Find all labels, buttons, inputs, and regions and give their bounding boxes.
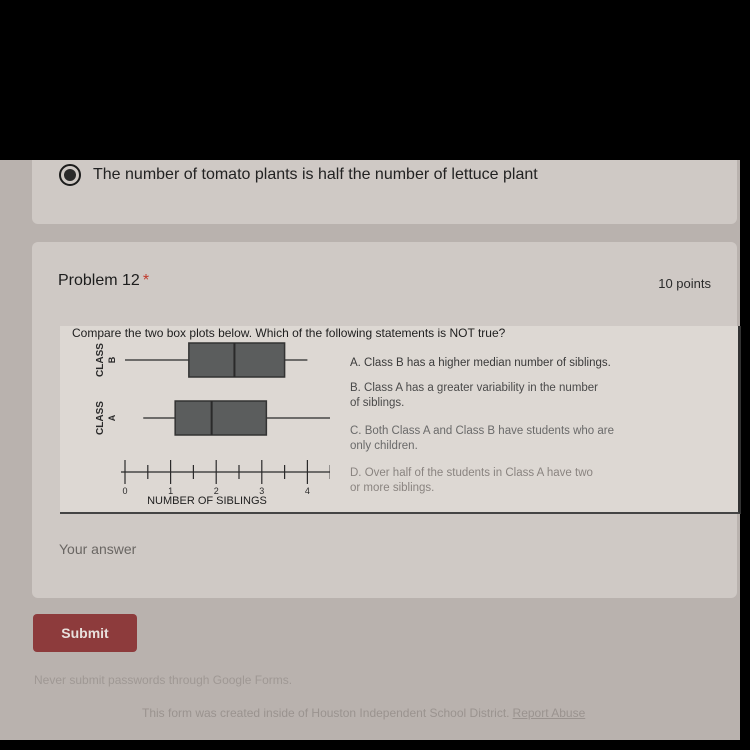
box-plot-chart <box>60 334 330 512</box>
x-tick-label: 0 <box>122 486 128 496</box>
password-warning: Never submit passwords through Google Forms. <box>34 673 293 687</box>
question-image <box>60 326 741 514</box>
box-a <box>175 401 266 435</box>
statement-line: or more siblings. <box>350 482 435 494</box>
x-tick-label: 3 <box>259 486 265 496</box>
form-footer <box>142 706 585 720</box>
problem-title <box>58 272 149 290</box>
y-axis-label: CLASS <box>95 401 106 435</box>
points-label: 10 points <box>658 276 711 291</box>
radio-selected[interactable] <box>59 164 81 186</box>
statement-line: D. Over half of the students in Class A have two <box>350 467 593 479</box>
y-axis-label: CLASS <box>95 343 106 377</box>
x-tick-label: 4 <box>304 486 310 496</box>
x-axis-label: NUMBER OF SIBLINGS <box>147 495 267 507</box>
statement-b <box>350 381 680 411</box>
statement-line: A. Class B has a higher median number of siblings. <box>350 357 611 369</box>
statement-line: B. Class A has a greater variability in the number <box>350 382 599 394</box>
form-screen <box>0 160 740 740</box>
report-abuse-link[interactable]: Report Abuse <box>512 706 586 720</box>
x-tick-label: 2 <box>213 486 219 496</box>
previous-question-card <box>32 160 737 224</box>
submit-button[interactable]: Submit <box>33 614 137 652</box>
x-tick-label: 1 <box>168 486 174 496</box>
series-label-a: A <box>107 414 117 422</box>
statement-line: C. Both Class A and Class B have students who are <box>350 425 615 437</box>
selected-option-label: The number of tomato plants is half the number of lettuce plant <box>93 166 538 183</box>
y-axis-label-group <box>95 343 117 435</box>
statement-d <box>350 466 680 496</box>
series-label-b: B <box>107 356 117 364</box>
statement-line: only children. <box>350 440 418 452</box>
created-by-text: This form was created inside of Houston Independent School District. <box>142 706 510 720</box>
required-asterisk: * <box>142 272 150 289</box>
box-b <box>189 343 285 377</box>
problem-title-text: Problem 12 <box>58 272 140 289</box>
question-card <box>32 242 737 598</box>
statement-line: of siblings. <box>350 397 405 409</box>
answer-input[interactable]: Your answer <box>59 541 137 557</box>
statement-a <box>350 356 680 371</box>
question-prompt: Compare the two box plots below. Which of the following statements is NOT true? <box>72 326 506 340</box>
statement-c <box>350 424 680 454</box>
